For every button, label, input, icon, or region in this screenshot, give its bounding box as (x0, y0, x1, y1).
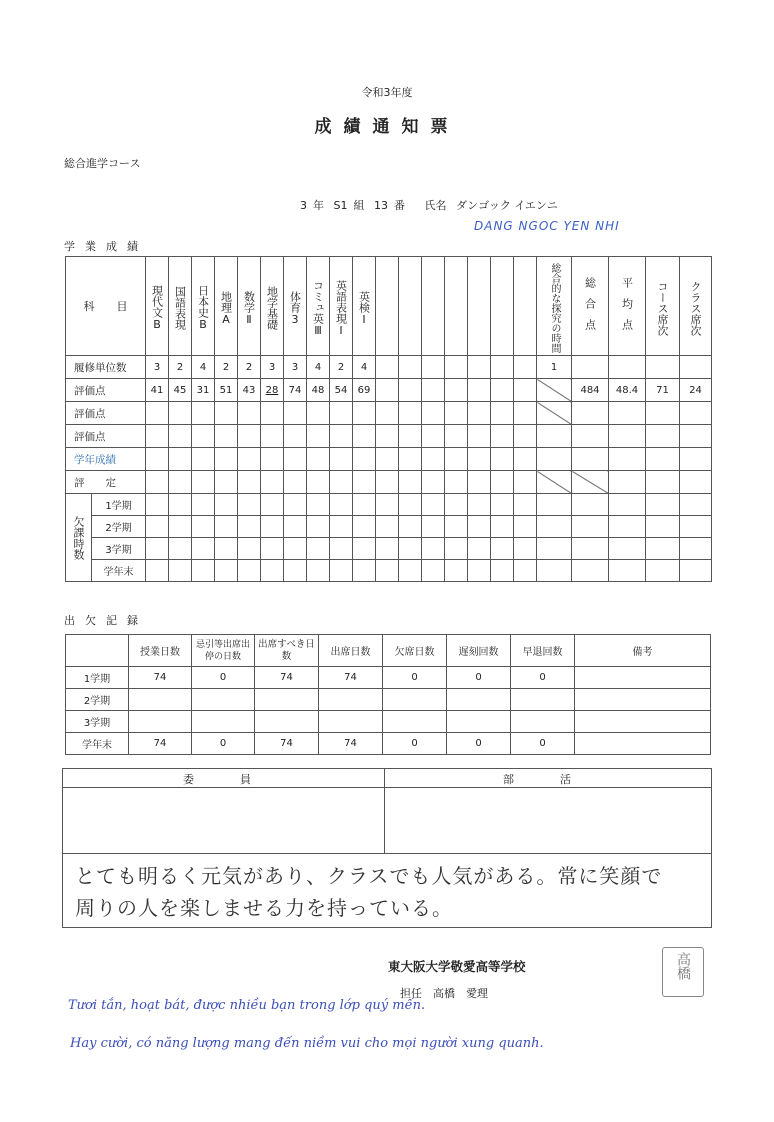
grades-section-title: 学業成績 (64, 240, 148, 253)
subject-header-cell (307, 257, 330, 356)
empty-subject-cell (399, 257, 422, 356)
attendance-header: 忌引等出席出停の日数 (192, 635, 255, 667)
empty-subject-cell (422, 257, 445, 356)
subject-header-cell (192, 257, 215, 356)
attendance-term: 学年末 (66, 733, 129, 755)
grade-value: 3 (300, 199, 307, 212)
remark-line-2: 周りの人を楽しませる力を持っている。 (75, 896, 453, 920)
attendance-cell (575, 667, 711, 689)
attendance-cell: 74 (129, 667, 192, 689)
attendance-term: 2学期 (66, 689, 129, 711)
attendance-cell: 0 (192, 667, 255, 689)
attendance-corner (66, 635, 129, 667)
inquiry-header (537, 257, 572, 356)
diagonal-cell (537, 379, 572, 402)
attendance-header: 欠席日数 (383, 635, 447, 667)
class-rank-header (680, 257, 712, 356)
translation-line-1: Tươi tắn, hoạt bát, được nhiều bạn trong lớp quý mến. (68, 998, 426, 1013)
number-unit: 番 (393, 199, 405, 212)
attendance-cell (447, 689, 511, 711)
diagonal-cell (537, 471, 572, 494)
eval-cell: 74 (284, 379, 307, 402)
attendance-cell: 74 (255, 667, 319, 689)
student-name: ダンゴック イエンニ (455, 199, 558, 212)
attendance-cell: 0 (511, 733, 575, 755)
attendance-cell (383, 711, 447, 733)
total-value: 484 (572, 379, 609, 402)
class-value: S1 (333, 199, 348, 212)
remark-area (63, 853, 711, 920)
subject-header: 科 目 (66, 257, 146, 356)
subject-name: 国語表現 (173, 286, 187, 330)
course-rank-label: コース席次 (656, 280, 669, 336)
attendance-header: 備考 (575, 635, 711, 667)
total-header (572, 257, 609, 356)
credit-cell: 2 (215, 356, 238, 379)
credit-cell: 2 (238, 356, 261, 379)
subject-header-cell (215, 257, 238, 356)
school-name: 東大阪大学敬愛高等学校 (388, 959, 526, 974)
attendance-cell (511, 689, 575, 711)
attendance-cell: 0 (383, 733, 447, 755)
student-name-romaji: DANG NGOC YEN NHI (474, 219, 620, 233)
eval-cell: 45 (169, 379, 192, 402)
credits-label: 履修単位数 (66, 356, 146, 379)
credit-cell: 4 (192, 356, 215, 379)
absence-label-cell (66, 494, 92, 582)
grades-table (65, 256, 712, 582)
credit-cell: 2 (330, 356, 353, 379)
remark-line-1: とても明るく元気があり、クラスでも人気がある。常に笑顔で (75, 864, 663, 888)
inquiry-label: 総合的な探究の時間 (549, 263, 560, 353)
course-rank-value: 71 (646, 379, 680, 402)
term-label: 学年末 (92, 560, 146, 582)
subject-name: 英語表現Ⅰ (334, 279, 348, 337)
term-label: 2学期 (92, 516, 146, 538)
attendance-cell: 0 (511, 667, 575, 689)
attendance-cell (192, 689, 255, 711)
class-unit: 組 (353, 199, 365, 212)
empty-subject-cell (376, 257, 399, 356)
attendance-cell (192, 711, 255, 733)
subject-name: 地理A (219, 290, 233, 326)
credit-cell: 4 (353, 356, 376, 379)
absence-label: 欠課時数 (72, 515, 85, 560)
attendance-header: 出席すべき日数 (255, 635, 319, 667)
name-label: 氏名 (424, 199, 447, 212)
seal-text: 高橋 (675, 952, 691, 980)
class-rank-value: 24 (680, 379, 712, 402)
attendance-cell: 0 (447, 733, 511, 755)
attendance-cell: 0 (447, 667, 511, 689)
attendance-cell (447, 711, 511, 733)
subject-header-cell (146, 257, 169, 356)
teacher-seal (662, 947, 704, 997)
attendance-cell: 0 (192, 733, 255, 755)
attendance-cell: 0 (383, 667, 447, 689)
attendance-section-title: 出欠記録 (64, 614, 148, 627)
attendance-cell: 74 (129, 733, 192, 755)
empty-subject-cell (445, 257, 468, 356)
class-rank-label: クラス席次 (689, 280, 702, 336)
subject-header-cell (169, 257, 192, 356)
course-rank-header (646, 257, 680, 356)
attendance-cell: 74 (319, 667, 383, 689)
attendance-cell (575, 689, 711, 711)
subject-name: 英検Ⅰ (357, 290, 371, 326)
attendance-cell (255, 689, 319, 711)
document-title: 成績通知票 (314, 117, 460, 137)
judgement-label: 評 定 (66, 471, 146, 494)
grade-unit: 年 (313, 199, 324, 212)
eval-cell: 28 (261, 379, 284, 402)
subject-name: 日本史B (196, 285, 210, 331)
attendance-header: 早退回数 (511, 635, 575, 667)
attendance-cell (129, 711, 192, 733)
attendance-cell (129, 689, 192, 711)
teacher-name: 担任 高橋 愛理 (400, 987, 488, 1000)
subject-header-cell (353, 257, 376, 356)
credit-cell: 4 (307, 356, 330, 379)
eval2-label: 評価点 (66, 402, 146, 425)
attendance-cell (575, 711, 711, 733)
attendance-header: 出席日数 (319, 635, 383, 667)
attendance-header: 遅刻回数 (447, 635, 511, 667)
committee-divider (384, 769, 385, 853)
subject-header-cell (284, 257, 307, 356)
attendance-cell: 74 (319, 733, 383, 755)
empty-subject-cell (514, 257, 537, 356)
diagonal-cell (572, 471, 609, 494)
eval-cell: 31 (192, 379, 215, 402)
eval-cell: 48 (307, 379, 330, 402)
subject-name: コミュ英Ⅲ (311, 279, 325, 337)
diagonal-cell (537, 402, 572, 425)
attendance-header: 授業日数 (129, 635, 192, 667)
credit-cell: 2 (169, 356, 192, 379)
empty-subject-cell (491, 257, 514, 356)
translation-line-2: Hay cười, có năng lượng mang đến niềm vui cho mọi người xung quanh. (70, 1036, 544, 1051)
school-year: 令和3年度 (361, 86, 413, 99)
committee-label: 委 員 (183, 773, 259, 786)
average-value: 48.4 (609, 379, 646, 402)
attendance-cell (319, 689, 383, 711)
eval-cell: 43 (238, 379, 261, 402)
committee-club-box (62, 768, 712, 928)
inquiry-credit-cell: 1 (537, 356, 572, 379)
subject-name: 現代文B (150, 285, 164, 331)
subject-header-cell (238, 257, 261, 356)
eval-label: 評価点 (66, 379, 146, 402)
subject-name: 地学基礎 (265, 286, 279, 330)
term-label: 1学期 (92, 494, 146, 516)
attendance-cell (383, 689, 447, 711)
year-grade-label: 学年成績 (66, 448, 146, 471)
empty-subject-cell (468, 257, 491, 356)
number-value: 13 (373, 199, 388, 212)
eval-cell: 51 (215, 379, 238, 402)
eval-cell: 69 (353, 379, 376, 402)
credit-cell: 3 (284, 356, 307, 379)
attendance-cell: 74 (255, 733, 319, 755)
attendance-cell (575, 733, 711, 755)
attendance-cell (319, 711, 383, 733)
subject-name: 数学Ⅱ (242, 290, 256, 326)
club-label: 部 活 (503, 773, 579, 786)
attendance-term: 1学期 (66, 667, 129, 689)
attendance-cell (255, 711, 319, 733)
average-header (609, 257, 646, 356)
attendance-table (65, 634, 711, 755)
student-info (300, 197, 564, 213)
attendance-cell (511, 711, 575, 733)
subject-header-cell (261, 257, 284, 356)
eval-cell: 54 (330, 379, 353, 402)
average-label: 平均点 (620, 276, 634, 340)
credit-cell: 3 (261, 356, 284, 379)
subject-header-cell (330, 257, 353, 356)
eval3-label: 評価点 (66, 425, 146, 448)
total-label: 総合点 (583, 276, 597, 340)
attendance-term: 3学期 (66, 711, 129, 733)
term-label: 3学期 (92, 538, 146, 560)
course-name: 総合進学コース (64, 157, 141, 170)
credit-cell: 3 (146, 356, 169, 379)
eval-cell: 41 (146, 379, 169, 402)
committee-club-header (63, 769, 711, 788)
subject-name: 体育3 (288, 290, 302, 326)
